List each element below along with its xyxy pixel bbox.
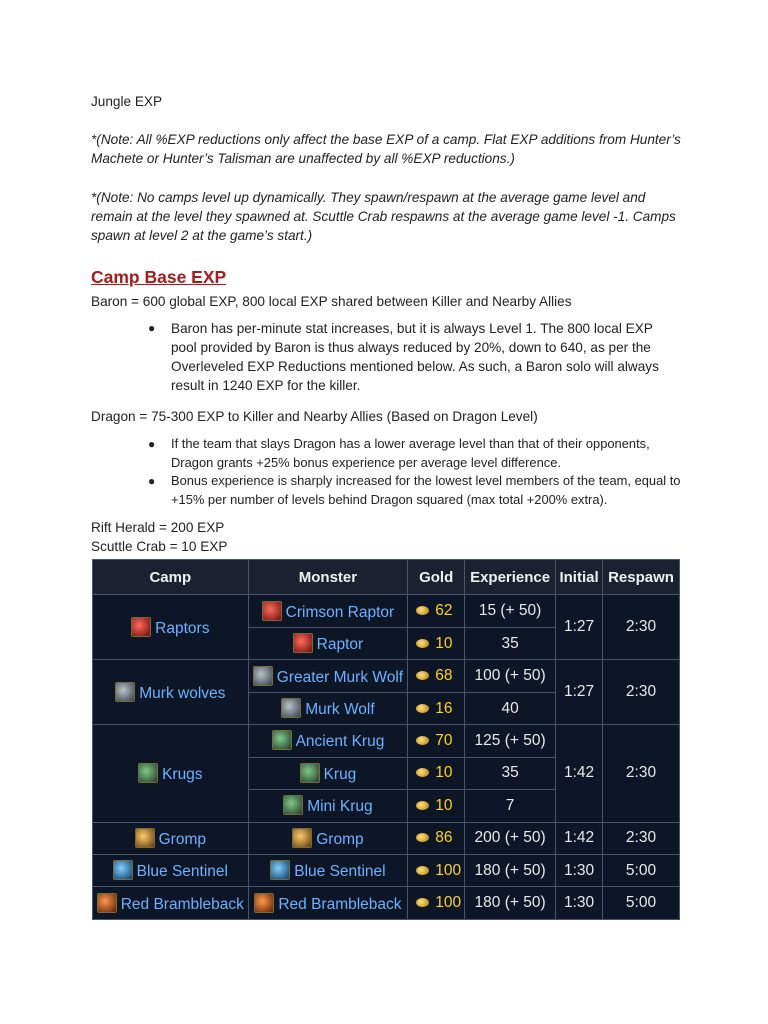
table-row xyxy=(93,854,680,886)
camp-table-grid xyxy=(92,559,680,920)
baron-exp-line: Baron = 600 global EXP, 800 local EXP shared between Killer and Nearby Allies xyxy=(91,294,572,309)
exp-cell: 35 xyxy=(465,757,556,789)
gold-coin-icon xyxy=(416,639,429,648)
gold-cell: 86 xyxy=(408,822,465,854)
mini-krug-icon xyxy=(283,795,303,815)
monster-ancient-krug[interactable]: Ancient Krug xyxy=(248,725,408,757)
monster-gromp[interactable]: Gromp xyxy=(248,822,408,854)
scuttle-crab-line: Scuttle Crab = 10 EXP xyxy=(91,539,228,554)
initial-cell: 1:42 xyxy=(556,725,603,822)
respawn-cell: 2:30 xyxy=(603,725,680,822)
gromp-icon xyxy=(292,828,312,848)
gold-coin-icon xyxy=(416,866,429,875)
raptor-icon xyxy=(131,617,151,637)
ancient-krug-icon xyxy=(272,730,292,750)
krug-icon xyxy=(138,763,158,783)
gold-cell: 62 xyxy=(408,595,465,627)
camp-blue-sentinel[interactable]: Blue Sentinel xyxy=(93,854,249,886)
initial-cell: 1:27 xyxy=(556,595,603,660)
bullet-icon: ● xyxy=(148,437,156,451)
rift-herald-line: Rift Herald = 200 EXP xyxy=(91,520,225,535)
table-row xyxy=(93,660,680,692)
table-row xyxy=(93,725,680,757)
header-camp: Camp xyxy=(93,560,249,595)
exp-cell: 15 (+ 50) xyxy=(465,595,556,627)
gold-coin-icon xyxy=(416,801,429,810)
header-respawn: Respawn xyxy=(603,560,680,595)
exp-cell: 125 (+ 50) xyxy=(465,725,556,757)
camp-raptors[interactable]: Raptors xyxy=(93,595,249,660)
dragon-exp-line: Dragon = 75-300 EXP to Killer and Nearby Allies (Based on Dragon Level) xyxy=(91,409,538,424)
gold-cell: 10 xyxy=(408,627,465,659)
list-item: ● Bonus experience is sharply increased for the lowest level members of the team, equal to +15% per number of levels behind Dragon squared (max total +200% extra). xyxy=(148,473,681,507)
exp-cell: 35 xyxy=(465,627,556,659)
list-item: ● If the team that slays Dragon has a lower average level than that of their opponents, Dragon grants +25% bonus experience per average level difference. xyxy=(148,436,650,470)
list-item: ● Baron has per-minute stat increases, but it is always Level 1. The 800 local EXP pool provided by Baron is thus always reduced by 20%, down to 640, as per the Overleveled EXP Reductions mentioned below. As such, a Baron solo will always result in 1240 EXP for the killer. xyxy=(148,321,659,393)
table-header-row xyxy=(93,560,680,595)
gold-cell: 16 xyxy=(408,692,465,724)
camp-gromp[interactable]: Gromp xyxy=(93,822,249,854)
header-initial: Initial xyxy=(556,560,603,595)
camp-red-brambleback[interactable]: Red Brambleback xyxy=(93,887,249,920)
monster-crimson-raptor[interactable]: Crimson Raptor xyxy=(248,595,408,627)
gold-cell: 100 xyxy=(408,887,465,920)
table-row xyxy=(93,822,680,854)
gold-coin-icon xyxy=(416,768,429,777)
header-monster: Monster xyxy=(248,560,408,595)
red-brambleback-icon xyxy=(254,893,274,913)
initial-cell: 1:42 xyxy=(556,822,603,854)
initial-cell: 1:30 xyxy=(556,854,603,886)
monster-greater-murk-wolf[interactable]: Greater Murk Wolf xyxy=(248,660,408,692)
gold-coin-icon xyxy=(416,606,429,615)
red-brambleback-icon xyxy=(97,893,117,913)
table-row xyxy=(93,595,680,627)
initial-cell: 1:27 xyxy=(556,660,603,725)
respawn-cell: 5:00 xyxy=(603,854,680,886)
monster-murk-wolf[interactable]: Murk Wolf xyxy=(248,692,408,724)
wolf-icon xyxy=(115,682,135,702)
exp-cell: 100 (+ 50) xyxy=(465,660,556,692)
respawn-cell: 2:30 xyxy=(603,595,680,660)
gold-cell: 10 xyxy=(408,757,465,789)
exp-cell: 40 xyxy=(465,692,556,724)
table-row xyxy=(93,887,680,920)
header-gold: Gold xyxy=(408,560,465,595)
gromp-icon xyxy=(135,828,155,848)
camp-table xyxy=(92,559,680,920)
respawn-cell: 5:00 xyxy=(603,887,680,920)
monster-mini-krug[interactable]: Mini Krug xyxy=(248,790,408,822)
monster-blue-sentinel[interactable]: Blue Sentinel xyxy=(248,854,408,886)
greater-murk-wolf-icon xyxy=(253,666,273,686)
monster-red-brambleback[interactable]: Red Brambleback xyxy=(248,887,408,920)
gold-cell: 10 xyxy=(408,790,465,822)
exp-cell: 180 (+ 50) xyxy=(465,854,556,886)
monster-krug[interactable]: Krug xyxy=(248,757,408,789)
gold-cell: 100 xyxy=(408,854,465,886)
document-title: Jungle EXP xyxy=(91,94,163,109)
krug-icon xyxy=(300,763,320,783)
gold-cell: 68 xyxy=(408,660,465,692)
exp-cell: 7 xyxy=(465,790,556,822)
exp-cell: 180 (+ 50) xyxy=(465,887,556,920)
initial-cell: 1:30 xyxy=(556,887,603,920)
respawn-cell: 2:30 xyxy=(603,822,680,854)
camp-krugs[interactable]: Krugs xyxy=(93,725,249,822)
gold-cell: 70 xyxy=(408,725,465,757)
raptor-icon xyxy=(293,633,313,653)
gold-coin-icon xyxy=(416,704,429,713)
bullet-icon: ● xyxy=(148,474,156,488)
note-camp-levels: *(Note: No camps level up dynamically. They spawn/respawn at the average game level and remain at the level they spawned at. Scuttle Crab respawns at the average game level -1. Camps spawn at level 2 at the game’s start.) xyxy=(91,190,676,243)
header-experience: Experience xyxy=(465,560,556,595)
murk-wolf-icon xyxy=(281,698,301,718)
gold-coin-icon xyxy=(416,833,429,842)
blue-sentinel-icon xyxy=(113,860,133,880)
note-exp-reductions: *(Note: All %EXP reductions only affect the base EXP of a camp. Flat EXP additions from Hunter’s Machete or Hunter’s Talisman are unaffected by all %EXP reductions.) xyxy=(91,132,681,166)
dragon-bullet-list xyxy=(91,435,681,509)
exp-cell: 200 (+ 50) xyxy=(465,822,556,854)
monster-raptor[interactable]: Raptor xyxy=(248,627,408,659)
gold-coin-icon xyxy=(416,898,429,907)
respawn-cell: 2:30 xyxy=(603,660,680,725)
section-heading: Camp Base EXP xyxy=(91,267,227,287)
camp-murk-wolves[interactable]: Murk wolves xyxy=(93,660,249,725)
bullet-icon: ● xyxy=(148,321,156,335)
blue-sentinel-icon xyxy=(270,860,290,880)
gold-coin-icon xyxy=(416,671,429,680)
crimson-raptor-icon xyxy=(262,601,282,621)
gold-coin-icon xyxy=(416,736,429,745)
baron-bullet-list xyxy=(91,319,681,395)
